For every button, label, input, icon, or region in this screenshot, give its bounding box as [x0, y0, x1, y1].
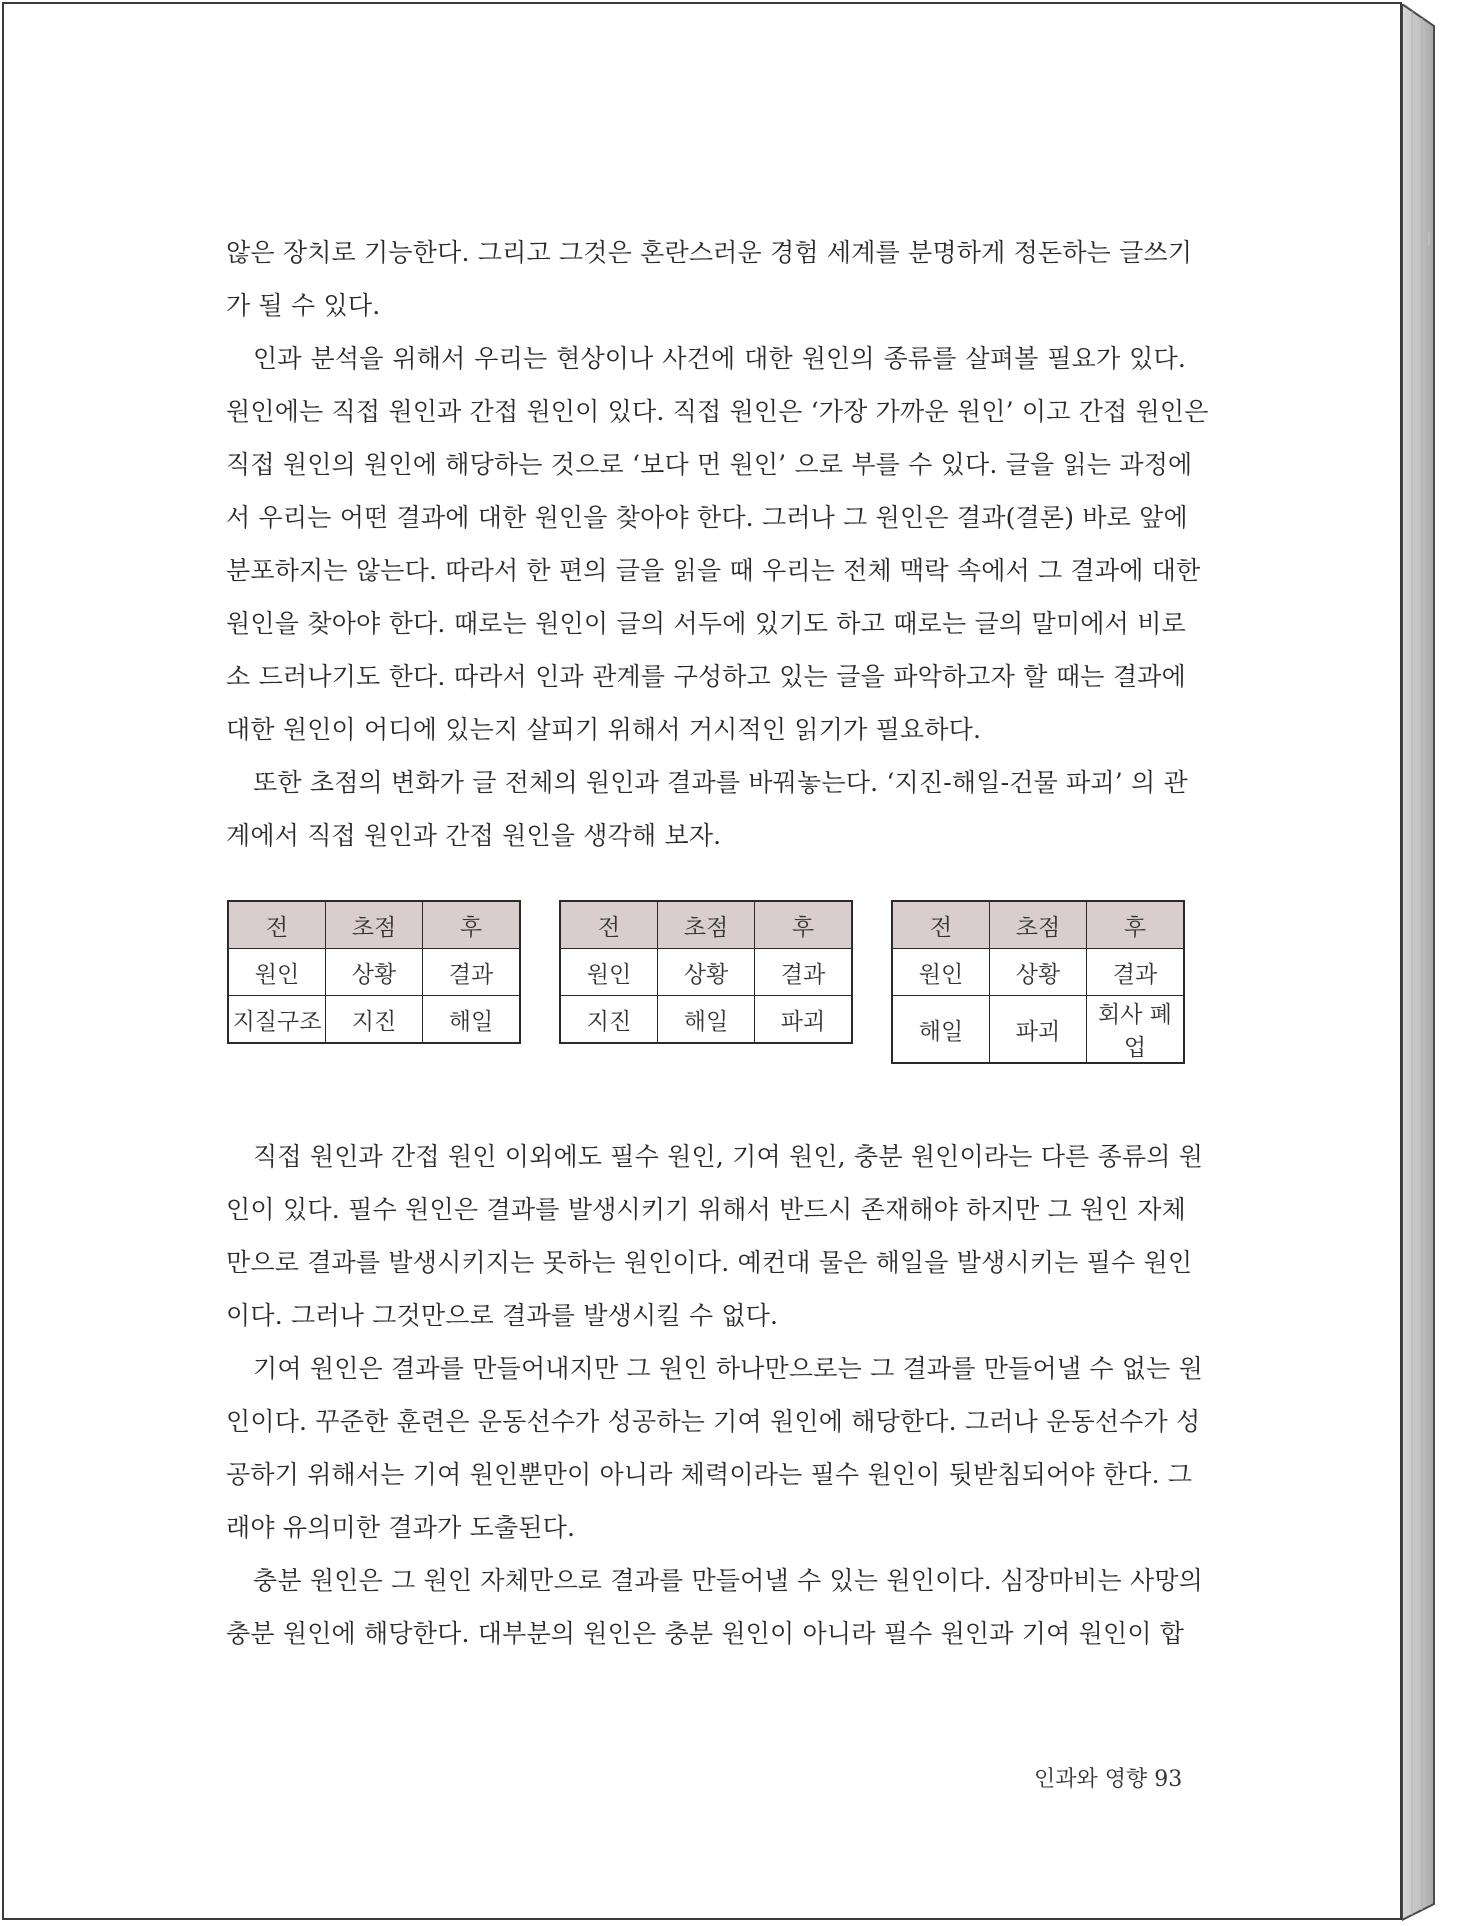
paragraphs-top: [226, 226, 1209, 862]
cause-tables: [227, 900, 1185, 1061]
table-row: [892, 949, 1184, 996]
header-cell: 초점: [990, 901, 1087, 949]
text-line: 또한 초점의 변화가 글 전체의 원인과 결과를 바꿔놓는다. ‘지진-해일-건물 파괴’ 의 관: [253, 768, 1188, 797]
paragraph: [226, 1342, 1204, 1554]
page-footer: [1034, 1762, 1182, 1793]
paragraph: [226, 1130, 1204, 1342]
text-line: 대한 원인이 어디에 있는지 살피기 위해서 거시적인 읽기가 필요하다.: [226, 715, 982, 744]
table-cell: 지진: [560, 996, 658, 1044]
table-header-row: [560, 901, 852, 949]
table-cell: 상황: [658, 949, 755, 996]
text-line: 래야 유의미한 결과가 도출된다.: [226, 1513, 576, 1542]
text-line: 기여 원인은 결과를 만들어내지만 그 원인 하나만으로는 그 결과를 만들어낼 수 없는 원: [253, 1354, 1204, 1383]
header-cell: 후: [755, 901, 853, 949]
table-cell: 파괴: [755, 996, 853, 1044]
table-cell: 해일: [423, 996, 521, 1044]
text-line: 가 될 수 있다.: [226, 291, 381, 320]
text-line: 만으로 결과를 발생시키지는 못하는 원인이다. 예컨대 물은 해일을 발생시키는 필수 원인: [226, 1248, 1193, 1277]
table-cell: 결과: [423, 949, 521, 996]
text-line: 직접 원인과 간접 원인 이외에도 필수 원인, 기여 원인, 충분 원인이라는 다른 종류의 원: [253, 1142, 1204, 1171]
table-row: [560, 996, 852, 1044]
header-cell: 후: [423, 901, 521, 949]
running-title: 인과와 영향: [1034, 1767, 1148, 1792]
table-cell: 원인: [560, 949, 658, 996]
text-line: 충분 원인에 해당한다. 대부분의 원인은 충분 원인이 아니라 필수 원인과 기여 원인이 합: [226, 1619, 1185, 1648]
text-line: 계에서 직접 원인과 간접 원인을 생각해 보자.: [226, 821, 722, 850]
header-cell: 초점: [326, 901, 423, 949]
table-cell: 결과: [1087, 949, 1185, 996]
cause-table-1: [227, 900, 521, 1044]
cause-table-2: [559, 900, 853, 1044]
header-cell: 전: [228, 901, 326, 949]
paragraph: [226, 332, 1209, 756]
page-body-lower: [226, 1130, 1204, 1660]
text-line: 인이 있다. 필수 원인은 결과를 발생시키기 위해서 반드시 존재해야 하지만 그 원인 자체: [226, 1195, 1186, 1224]
text-line: 인과 분석을 위해서 우리는 현상이나 사건에 대한 원인의 종류를 살펴볼 필요가 있다.: [253, 344, 1186, 373]
text-line: 소 드러나기도 한다. 따라서 인과 관계를 구성하고 있는 글을 파악하고자 할 때는 결과에: [226, 662, 1186, 691]
text-line: 충분 원인은 그 원인 자체만으로 결과를 만들어낼 수 있는 원인이다. 심장마비는 사망의: [253, 1566, 1204, 1595]
text-line: 인이다. 꾸준한 훈련은 운동선수가 성공하는 기여 원인에 해당한다. 그러나 운동선수가 성: [226, 1407, 1201, 1436]
text-line: 분포하지는 않는다. 따라서 한 편의 글을 읽을 때 우리는 전체 맥락 속에서 그 결과에 대한: [226, 556, 1201, 585]
text-line: 않은 장치로 기능한다. 그리고 그것은 혼란스러운 경험 세계를 분명하게 정돈하는 글쓰기: [226, 238, 1193, 267]
text-line: 이다. 그러나 그것만으로 결과를 발생시킬 수 없다.: [226, 1301, 779, 1330]
page-stack-graphic: [1402, 4, 1452, 1922]
table-row: [560, 949, 852, 996]
table-cell: 지진: [326, 996, 423, 1044]
table-cell: 원인: [228, 949, 326, 996]
text-line: 공하기 위해서는 기여 원인뿐만이 아니라 체력이라는 필수 원인이 뒷받침되어야 한다. 그: [226, 1460, 1193, 1489]
table-cell: 해일: [658, 996, 755, 1044]
table-header-row: [892, 901, 1184, 949]
table-cell: 원인: [892, 949, 990, 996]
book-page-edges: [1402, 4, 1452, 1922]
edge-mark: [1428, 232, 1430, 246]
table-row: [892, 996, 1184, 1064]
paragraph: [226, 1554, 1204, 1660]
text-line: 직접 원인의 원인에 해당하는 것으로 ‘보다 먼 원인’ 으로 부를 수 있다. 글을 읽는 과정에: [226, 450, 1193, 479]
header-cell: 후: [1087, 901, 1185, 949]
text-line: 원인을 찾아야 한다. 때로는 원인이 글의 서두에 있기도 하고 때로는 글의 말미에서 비로: [226, 609, 1186, 638]
table-row: [228, 996, 520, 1044]
table-cell: 상황: [990, 949, 1087, 996]
table-cell: 상황: [326, 949, 423, 996]
page-body: [226, 226, 1209, 862]
table-cell: 회사 폐업: [1087, 996, 1185, 1064]
paragraphs-bottom: [226, 1130, 1204, 1660]
header-cell: 초점: [658, 901, 755, 949]
paragraph: [226, 226, 1193, 332]
paragraph: [226, 756, 1186, 862]
text-line: 원인에는 직접 원인과 간접 원인이 있다. 직접 원인은 ‘가장 가까운 원인’ 이고 간접 원인은: [226, 397, 1209, 426]
table-cell: 해일: [892, 996, 990, 1064]
table-row: [228, 949, 520, 996]
table-header-row: [228, 901, 520, 949]
text-line: 서 우리는 어떤 결과에 대한 원인을 찾아야 한다. 그러나 그 원인은 결과(결론) 바로 앞에: [226, 503, 1188, 532]
table-cell: 지질구조: [228, 996, 326, 1044]
page-number: 93: [1154, 1767, 1183, 1792]
cause-table-3: [891, 900, 1185, 1064]
header-cell: 전: [560, 901, 658, 949]
table-cell: 파괴: [990, 996, 1087, 1064]
header-cell: 전: [892, 901, 990, 949]
book-page: [2, 2, 1402, 1920]
table-cell: 결과: [755, 949, 853, 996]
